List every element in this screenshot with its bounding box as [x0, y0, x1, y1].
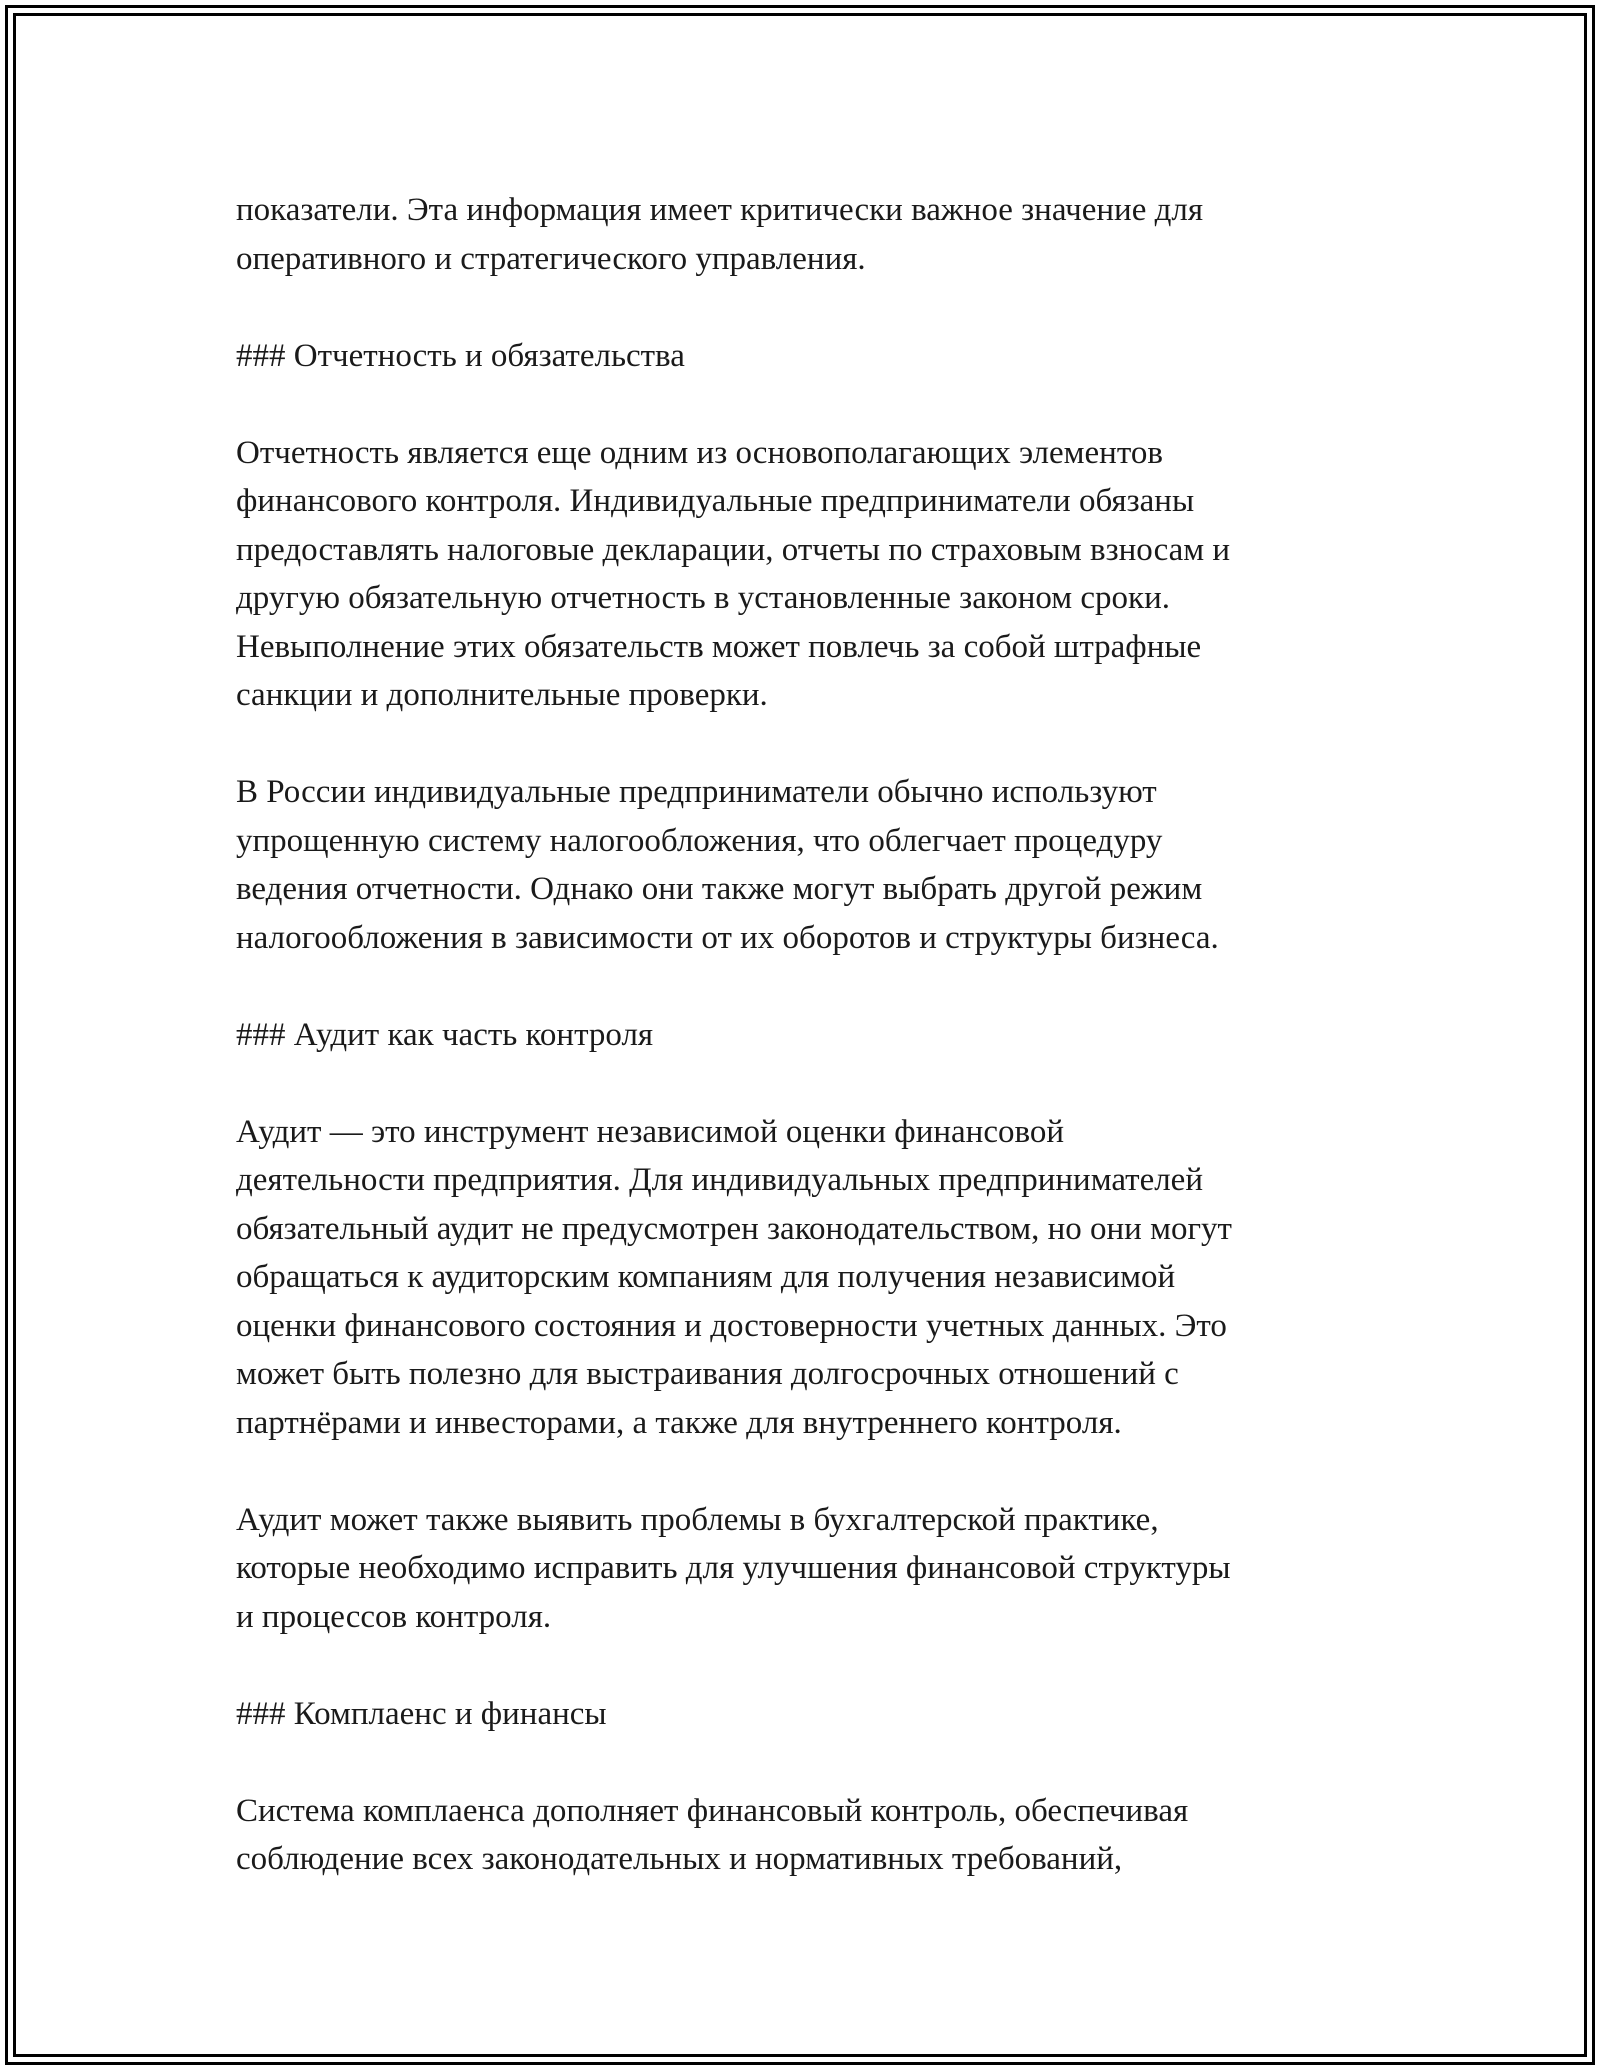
text-line: показатели. Эта информация имеет критически важное значение для	[236, 192, 1204, 228]
text-line: партнёрами и инвесторами, а также для внутреннего контроля.	[236, 1404, 1122, 1441]
text-line: которые необходимо исправить для улучшения финансовой структуры	[236, 1550, 1231, 1586]
text-line: другую обязательную отчетность в установленные законом сроки.	[236, 580, 1170, 616]
text-line: обращаться к аудиторским компаниям для получения независимой	[236, 1259, 1176, 1295]
paragraph-audit-issues	[236, 1496, 1376, 1642]
text-line: финансового контроля. Индивидуальные предприниматели обязаны	[236, 483, 1195, 519]
paragraph-reporting	[236, 429, 1376, 720]
text-line: и процессов контроля.	[236, 1598, 552, 1635]
text-line: оценки финансового состояния и достоверности учетных данных. Это	[236, 1307, 1227, 1344]
document-body	[236, 186, 1376, 1932]
text-line: Система комплаенса дополняет финансовый контроль, обеспечивая	[236, 1792, 1189, 1829]
heading-compliance: ### Комплаенс и финансы	[236, 1695, 607, 1732]
text-line: Аудит может также выявить проблемы в бухгалтерской практике,	[236, 1501, 1159, 1538]
text-line: обязательный аудит не предусмотрен законодательством, но они могут	[236, 1210, 1232, 1247]
text-line: Невыполнение этих обязательств может повлечь за собой штрафные	[236, 628, 1202, 665]
text-line: Отчетность является еще одним из основополагающих элементов	[236, 434, 1163, 471]
text-line: В России индивидуальные предприниматели обычно используют	[236, 774, 1157, 810]
text-line: Аудит — это инструмент независимой оценки финансовой	[236, 1113, 1064, 1150]
text-line: санкции и дополнительные проверки.	[236, 677, 768, 713]
text-line: предоставлять налоговые декларации, отчеты по страховым взносам и	[236, 531, 1231, 568]
text-line: деятельности предприятия. Для индивидуальных предпринимателей	[236, 1162, 1203, 1198]
text-line: упрощенную систему налогообложения, что облегчает процедуру	[236, 822, 1163, 859]
heading-reporting: ### Отчетность и обязательства	[236, 337, 685, 374]
paragraph-tax-system	[236, 768, 1376, 962]
paragraph-intro	[236, 186, 1376, 283]
text-line: налогообложения в зависимости от их оборотов и структуры бизнеса.	[236, 919, 1219, 956]
paragraph-audit	[236, 1108, 1376, 1448]
text-line: соблюдение всех законодательных и нормативных требований,	[236, 1841, 1123, 1877]
text-line: оперативного и стратегического управления.	[236, 240, 866, 277]
heading-audit: ### Аудит как часть контроля	[236, 1016, 654, 1053]
paragraph-compliance	[236, 1787, 1376, 1884]
text-line: ведения отчетности. Однако они также могут выбрать другой режим	[236, 871, 1203, 907]
text-line: может быть полезно для выстраивания долгосрочных отношений с	[236, 1356, 1179, 1392]
